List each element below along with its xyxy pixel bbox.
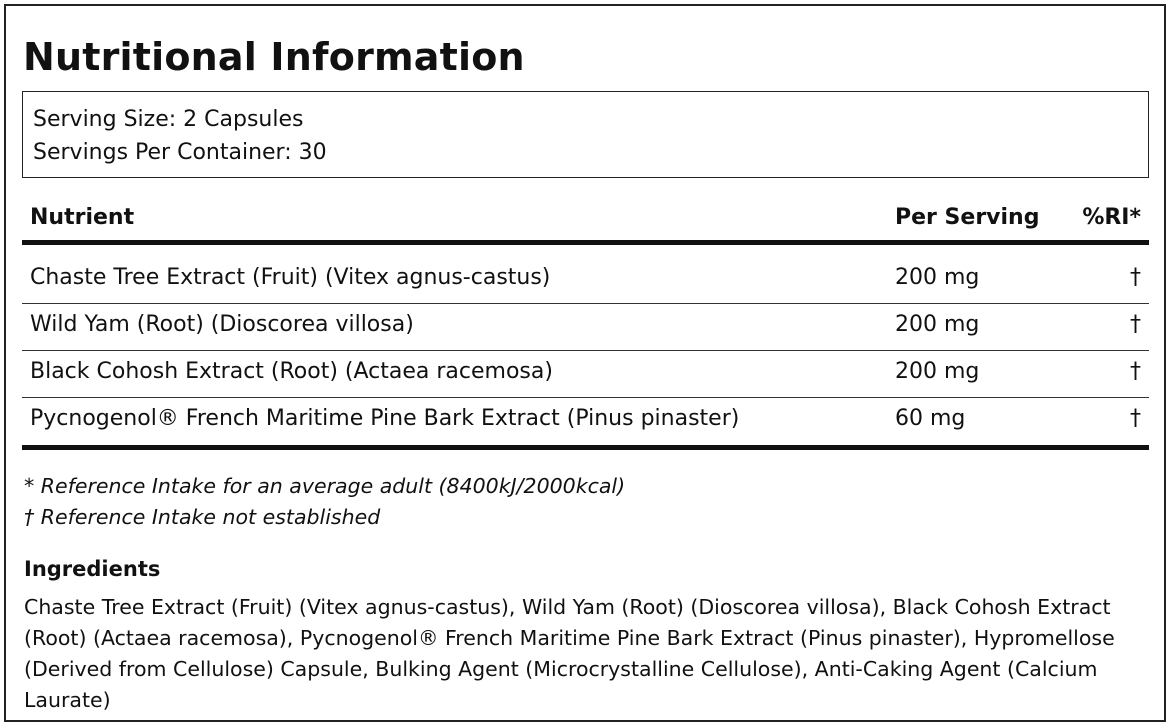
nutrient-ri: † <box>1130 359 1141 384</box>
nutrient-amount: 60 mg <box>895 406 966 431</box>
ingredients-text: Chaste Tree Extract (Fruit) (Vitex agnus-castus), Wild Yam (Root) (Dioscorea villosa), Black Cohosh Extract (Root) (Actaea racemosa), Pycnogenol® French Maritime Pine Bark Extract (Pinus pinaster), Hypromellose (Derived from Cellulose) Capsule, Bulking Agent (Microcrystalline Cellulose), Anti-Caking Agent (Calcium Laurate) <box>24 595 1115 712</box>
nutrient-ri: † <box>1130 265 1141 290</box>
serving-info-box <box>22 91 1149 178</box>
nutrient-column-header: Nutrient <box>30 205 135 230</box>
table-row <box>22 257 1149 304</box>
table-row <box>22 398 1149 445</box>
nutrient-name: Chaste Tree Extract (Fruit) (Vitex agnus-castus) <box>30 265 551 290</box>
nutrient-ri: † <box>1130 406 1141 431</box>
not-established-footnote: † Reference Intake not established <box>24 505 381 529</box>
servings-per-container: Servings Per Container: 30 <box>33 140 327 165</box>
per-serving-column-header: Per Serving <box>895 205 1040 230</box>
header-divider <box>22 240 1149 245</box>
nutrition-table <box>22 198 1149 450</box>
table-header-row <box>22 198 1149 240</box>
nutrition-panel <box>4 4 1166 722</box>
nutrient-name: Pycnogenol® French Maritime Pine Bark Extract (Pinus pinaster) <box>30 406 740 431</box>
table-row <box>22 351 1149 398</box>
table-row <box>22 304 1149 351</box>
serving-size: Serving Size: 2 Capsules <box>33 107 304 132</box>
ingredients-heading: Ingredients <box>24 557 161 581</box>
nutrient-amount: 200 mg <box>895 265 980 290</box>
footnotes <box>24 471 625 533</box>
nutrient-name: Black Cohosh Extract (Root) (Actaea racemosa) <box>30 359 553 384</box>
nutrient-amount: 200 mg <box>895 312 980 337</box>
nutrient-amount: 200 mg <box>895 359 980 384</box>
ri-column-header: %RI* <box>1082 205 1141 230</box>
nutrient-ri: † <box>1130 312 1141 337</box>
nutrient-name: Wild Yam (Root) (Dioscorea villosa) <box>30 312 414 337</box>
table-bottom-divider <box>22 445 1149 450</box>
page-title: Nutritional Information <box>23 35 525 79</box>
reference-intake-footnote: * Reference Intake for an average adult (8400kJ/2000kcal) <box>24 474 626 498</box>
